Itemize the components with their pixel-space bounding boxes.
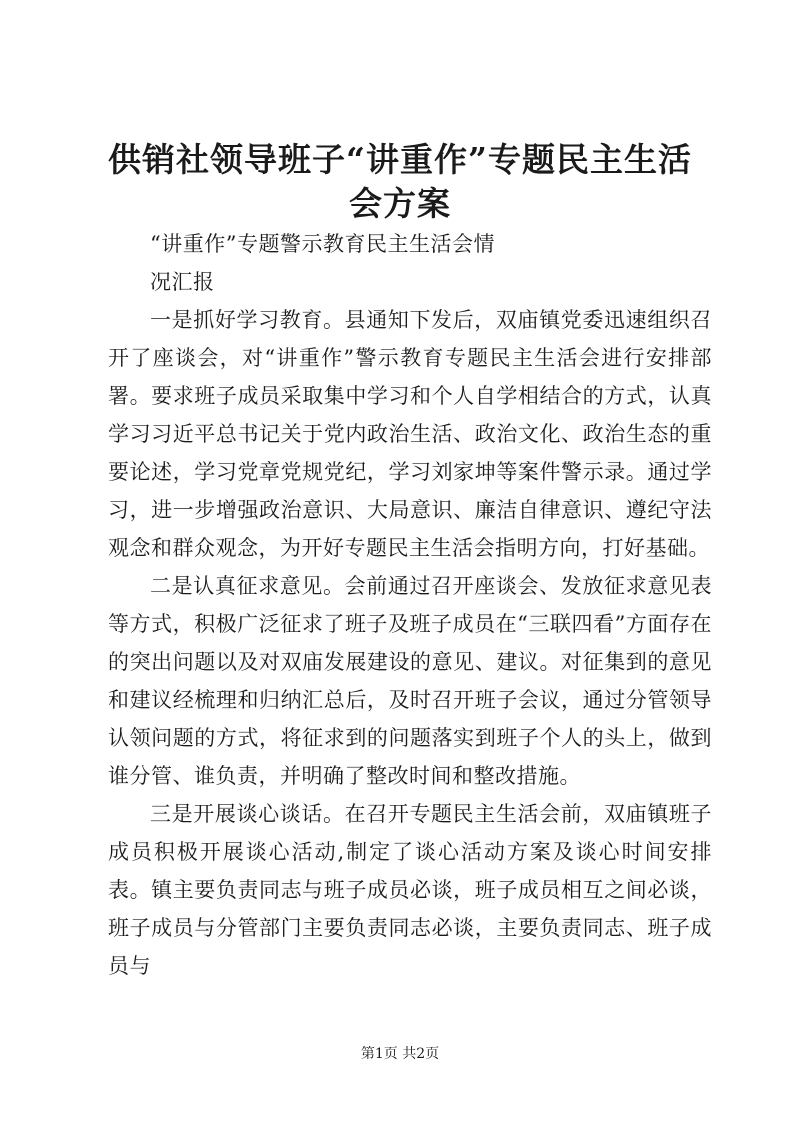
paragraph-opinions: 二是认真征求意见。会前通过召开座谈会、发放征求意见表等方式，积极广泛征求了班子及班子成员在“三联四看”方面存在的突出问题以及对双庙发展建设的意见、建议。对征集到的意见和建议经梳理和归纳汇总后，及时召开班子会议，通过分管领导认领问题的方式，将征求到的问题落实到班子个人的头上，做到谁分管、谁负责，并明确了整改时间和整改措施。 bbox=[108, 574, 712, 788]
page-footer: 第1页 共2页 bbox=[360, 1046, 440, 1062]
document-body bbox=[108, 225, 712, 985]
subtitle-line-2: 况汇报 bbox=[150, 270, 215, 294]
subtitle-line-1: “讲重作”专题警示教育民主生活会情 bbox=[150, 232, 495, 256]
document-title: 供销社领导班子“讲重作”专题民主生活会方案 bbox=[108, 140, 692, 223]
paragraph-study: 一是抓好学习教育。县通知下发后，双庙镇党委迅速组织召开了座谈会，对“讲重作”警示教育专题民主生活会进行安排部署。要求班子成员采取集中学习和个人自学相结合的方式，认真学习习近平总书记关于党内政治生活、政治文化、政治生态的重要论述，学习党章党规党纪，学习刘家坤等案件警示录。通过学习，进一步增强政治意识、大局意识、廉洁自律意识、遵纪守法观念和群众观念，为开好专题民主生活会指明方向，打好基础。 bbox=[108, 308, 712, 560]
paragraph-talks: 三是开展谈心谈话。在召开专题民主生活会前，双庙镇班子成员积极开展谈心活动,制定了谈心活动方案及谈心时间安排表。镇主要负责同志与班子成员必谈，班子成员相互之间必谈，班子成员与分管部门主要负责同志必谈，主要负责同志、班子成员与 bbox=[108, 802, 712, 978]
